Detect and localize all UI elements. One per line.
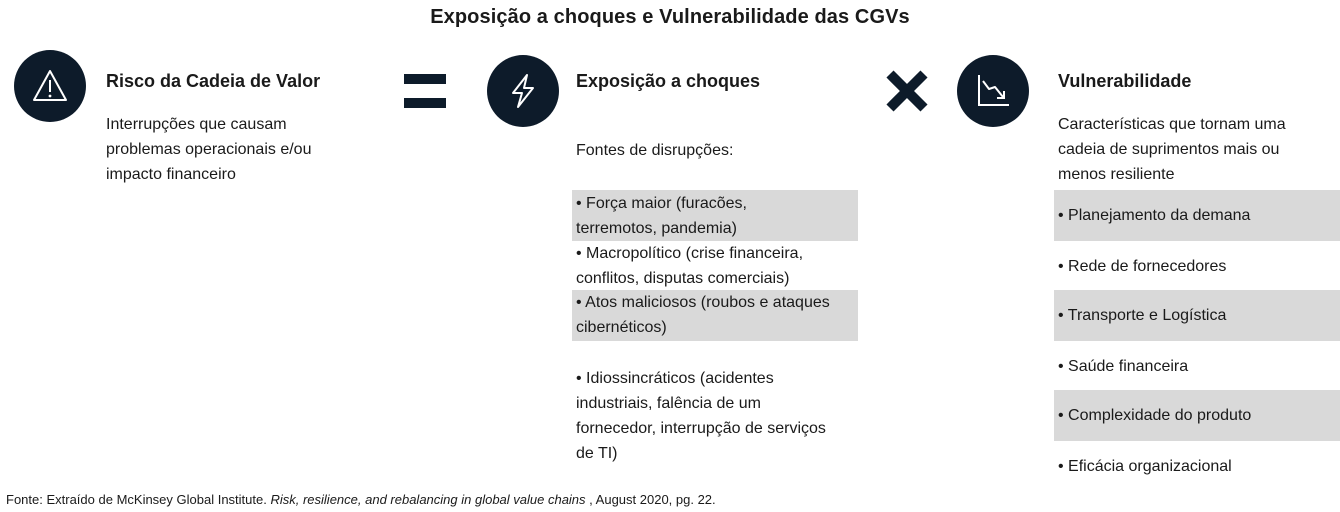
vulnerability-item: • Eficácia organizacional <box>1058 458 1232 475</box>
risk-description: Interrupções que causam problemas operacionais e/ou impacto financeiro <box>106 116 312 183</box>
exposure-item: • Atos maliciosos (roubos e ataques cibernéticos) <box>572 290 858 341</box>
exposure-item: • Idiossincráticos (acidentes industriais, falência de um fornecedor, interrupção de serviços de TI) <box>576 370 826 462</box>
exposure-intro: Fontes de disrupções: <box>576 142 734 159</box>
lightning-bolt-icon <box>487 55 559 127</box>
exposure-item: • Macropolítico (crise financeira, conflitos, disputas comerciais) <box>576 245 804 287</box>
vulnerability-item: • Saúde financeira <box>1058 358 1189 375</box>
source-citation: Fonte: Extraído de McKinsey Global Institute. Risk, resilience, and rebalancing in global value chains , August 2020, pg. 22. <box>6 492 716 507</box>
warning-triangle-icon <box>14 50 86 122</box>
equals-sign-icon <box>404 74 446 108</box>
vulnerability-item: • Planejamento da demana <box>1054 190 1340 241</box>
exposure-heading: Exposição a choques <box>576 71 761 91</box>
vulnerability-item: • Transporte e Logística <box>1054 290 1340 341</box>
exposure-item: • Força maior (furacões, terremotos, pandemia) <box>572 190 858 241</box>
diagram-title: Exposição a choques e Vulnerabilidade das CGVs <box>430 6 910 28</box>
vulnerability-heading: Vulnerabilidade <box>1058 71 1192 91</box>
declining-chart-icon <box>957 55 1029 127</box>
vulnerability-item: • Complexidade do produto <box>1054 390 1340 441</box>
vulnerability-item: • Rede de fornecedores <box>1058 258 1227 275</box>
risk-heading: Risco da Cadeia de Valor <box>106 71 321 91</box>
vulnerability-description: Características que tornam uma cadeia de suprimentos mais ou menos resiliente <box>1058 116 1286 183</box>
multiply-sign-icon <box>884 68 930 114</box>
